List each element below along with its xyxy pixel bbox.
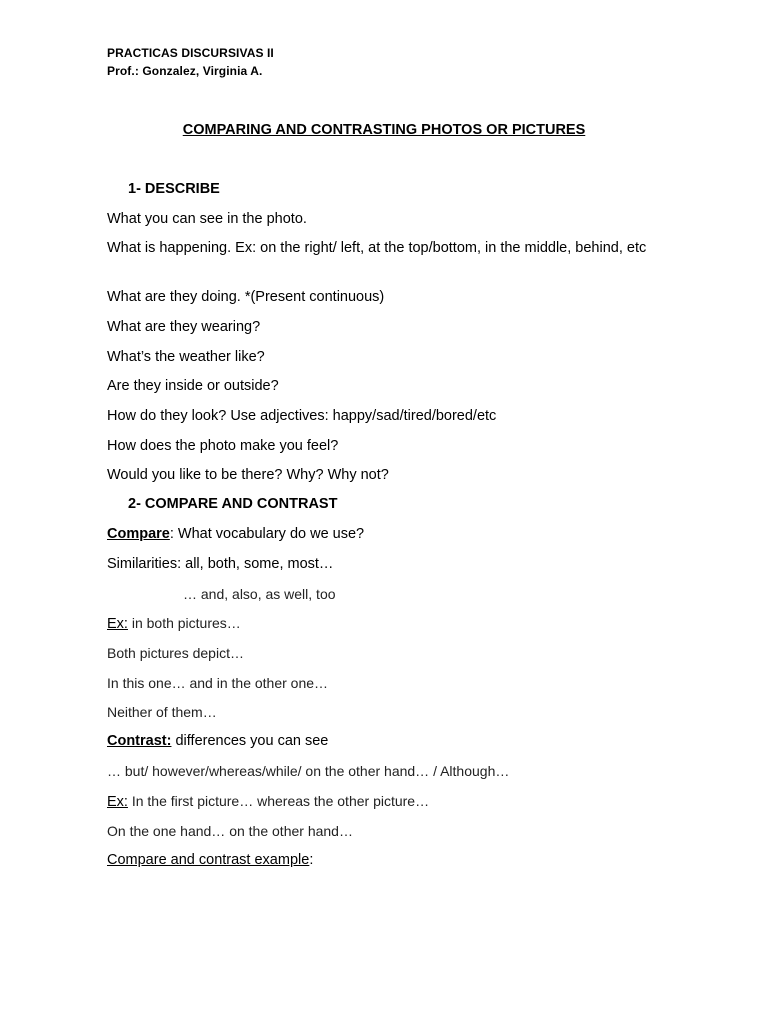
section-heading-compare-contrast: 2- COMPARE AND CONTRAST — [128, 496, 338, 512]
describe-line-4: What are they wearing? — [107, 319, 261, 335]
professor-name: Prof.: Gonzalez, Virginia A. — [107, 64, 263, 78]
example-line-2 — [107, 791, 652, 812]
contrast-line — [107, 731, 652, 751]
example-label-2: Ex: — [107, 794, 128, 810]
neither-line: Neither of them… — [107, 704, 217, 720]
contrast-label: Contrast: — [107, 733, 172, 749]
similarities-line: Similarities: all, both, some, most… — [107, 556, 334, 572]
describe-line-1: What you can see in the photo. — [107, 211, 307, 227]
describe-line-7: How do they look? Use adjectives: happy/sad/tired/bored/etc — [107, 408, 497, 424]
both-depict-line: Both pictures depict… — [107, 645, 244, 661]
connectors-line: … but/ however/whereas/while/ on the other hand… / Although… — [107, 763, 510, 779]
compare-label: Compare — [107, 526, 170, 542]
compare-text: : What vocabulary do we use? — [169, 526, 365, 542]
example-text-2: In the first picture… whereas the other picture… — [127, 793, 430, 809]
similarities-continued: … and, also, as well, too — [183, 586, 336, 602]
describe-line-3: What are they doing. *(Present continuous) — [107, 289, 385, 305]
describe-line-6: Are they inside or outside? — [107, 378, 279, 394]
contrast-text: differences you can see — [171, 733, 329, 749]
this-one-line: In this one… and in the other one… — [107, 675, 329, 691]
section-heading-describe: 1- DESCRIBE — [128, 181, 220, 197]
describe-line-5: What’s the weather like? — [107, 349, 265, 365]
describe-line-8: How does the photo make you feel? — [107, 438, 339, 454]
describe-line-2: What is happening. Ex: on the right/ left, at the top/bottom, in the middle, behind, etc — [107, 240, 647, 256]
compare-line — [107, 524, 652, 544]
one-hand-line: On the one hand… on the other hand… — [107, 823, 353, 839]
course-name: PRACTICAS DISCURSIVAS II — [107, 46, 274, 60]
example-heading: Compare and contrast example — [107, 852, 310, 868]
describe-line-9: Would you like to be there? Why? Why not? — [107, 467, 389, 483]
example-line-1 — [107, 613, 652, 634]
compare-contrast-example-line — [107, 850, 652, 870]
page-title: COMPARING AND CONTRASTING PHOTOS OR PICTURES — [182, 122, 586, 138]
example-label: Ex: — [107, 616, 128, 632]
example-text: in both pictures… — [127, 615, 241, 631]
example-colon: : — [309, 852, 314, 868]
